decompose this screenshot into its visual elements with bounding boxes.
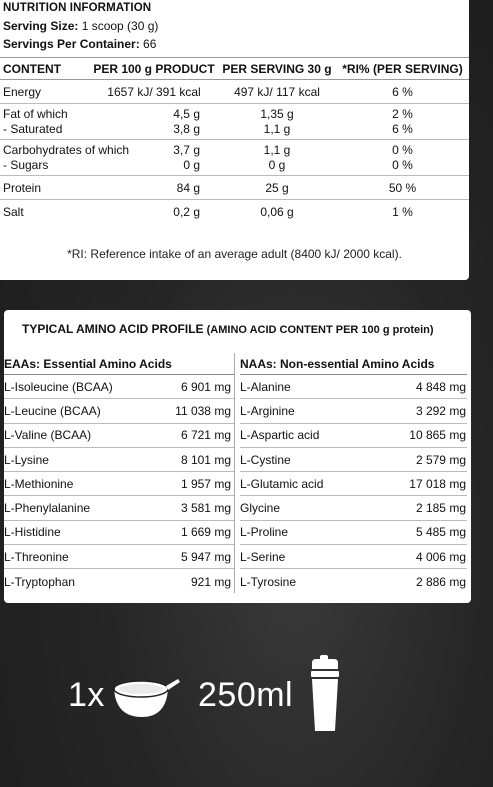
eaa-item-row: [4, 496, 234, 520]
scoop-quantity: 1x: [68, 676, 105, 714]
shaker-icon: [308, 655, 342, 733]
eaa-item-name: L-Valine (BCAA): [4, 428, 92, 443]
serving-size: [3, 19, 158, 33]
naa-item-row: [240, 569, 467, 593]
naa-item-row: [240, 496, 467, 520]
eaa-item-value: 5 947 mg: [180, 549, 231, 564]
protein-serving: 25 g: [265, 180, 289, 195]
row-energy: [0, 80, 469, 104]
eaa-item-value: 6 721 mg: [180, 428, 231, 443]
eaa-item-value: 3 581 mg: [180, 501, 231, 516]
naa-item-row: [240, 399, 467, 423]
eaa-item-name: L-Threonine: [4, 549, 69, 564]
naa-item-row: [240, 472, 467, 496]
naa-item-value: 2 185 mg: [415, 501, 466, 516]
naa-item-value: 3 292 mg: [415, 403, 466, 418]
eaa-item-name: L-Methionine: [4, 476, 74, 491]
saturated-ri: 6 %: [392, 121, 413, 136]
naa-item-name: L-Tyrosine: [240, 574, 297, 589]
carbs-ri: 0 %: [392, 142, 413, 157]
naa-item-name: L-Aspartic acid: [240, 428, 320, 443]
fat-label: Fat of which: [3, 106, 68, 121]
column-divider: [234, 353, 235, 593]
eaa-item-name: L-Lysine: [4, 452, 49, 467]
fat-per100: 4,5 g: [173, 106, 200, 121]
naa-header: NAAs: Non-essential Amino Acids: [240, 353, 467, 375]
eaa-item-row: [4, 472, 234, 496]
sugars-per100: 0 g: [183, 157, 200, 172]
carbs-serving: 1,1 g: [263, 142, 291, 157]
nutrition-information-panel: [0, 0, 469, 280]
protein-label: Protein: [3, 180, 42, 195]
preparation-instructions: [0, 655, 493, 745]
naa-item-name: Glycine: [240, 501, 281, 516]
naa-item-value: 17 018 mg: [409, 476, 466, 491]
naa-item-name: L-Glutamic acid: [240, 476, 324, 491]
serving-size-value: 1 scoop (30 g): [78, 19, 159, 33]
eaa-item-row: [4, 569, 234, 593]
salt-per100: 0,2 g: [173, 205, 200, 219]
energy-label: Energy: [3, 84, 42, 99]
eaa-item-value: 8 101 mg: [180, 452, 231, 467]
eaa-item-row: [4, 448, 234, 472]
eaa-item-name: L-Histidine: [4, 525, 61, 540]
amino-title-sub: (AMINO ACID CONTENT PER 100 g protein): [203, 324, 434, 336]
row-carbohydrates: [0, 140, 469, 176]
naa-item-name: L-Proline: [240, 525, 289, 540]
ri-footnote: *RI: Reference intake of an average adult (8400 kJ/ 2000 kcal).: [67, 247, 402, 261]
saturated-per100: 3,8 g: [173, 121, 200, 136]
naa-item-row: [240, 545, 467, 569]
sugars-ri: 0 %: [392, 157, 413, 172]
naa-item-value: 2 579 mg: [415, 452, 466, 467]
eaa-item-row: [4, 375, 234, 399]
naa-column: [240, 353, 467, 594]
col-per-100g: PER 100 g PRODUCT: [93, 61, 215, 76]
eaa-item-row: [4, 545, 234, 569]
eaa-item-value: 1 669 mg: [180, 525, 231, 540]
naa-item-value: 2 886 mg: [415, 574, 466, 589]
row-protein: [0, 176, 469, 200]
eaa-item-value: 921 mg: [190, 574, 231, 589]
amino-title: [22, 322, 434, 336]
naa-item-value: 5 485 mg: [415, 525, 466, 540]
saturated-label: - Saturated: [3, 121, 63, 136]
col-ri: *RI% (PER SERVING): [342, 61, 463, 76]
col-content: CONTENT: [3, 61, 61, 76]
eaa-header: EAAs: Essential Amino Acids: [4, 353, 234, 375]
naa-item-value: 10 865 mg: [409, 428, 466, 443]
eaa-item-row: [4, 521, 234, 545]
salt-serving: 0,06 g: [260, 205, 294, 219]
row-salt: [0, 200, 469, 224]
naa-item-value: 4 848 mg: [415, 379, 466, 394]
nutrition-table-header: [0, 57, 469, 80]
servings-per-container: [3, 37, 156, 51]
energy-ri: 6 %: [392, 84, 413, 99]
naa-item-name: L-Arginine: [240, 403, 295, 418]
naa-item-name: L-Cystine: [240, 452, 291, 467]
carbs-label: Carbohydrates of which: [3, 142, 130, 157]
sugars-label: - Sugars: [3, 157, 49, 172]
naa-item-row: [240, 424, 467, 448]
water-volume: 250ml: [198, 676, 294, 714]
eaa-item-value: 1 957 mg: [180, 476, 231, 491]
scoop-icon: [110, 669, 182, 725]
salt-ri: 1 %: [392, 205, 413, 219]
protein-ri: 50 %: [388, 180, 417, 195]
naa-item-row: [240, 521, 467, 545]
protein-per100: 84 g: [176, 180, 200, 195]
servings-value: 66: [139, 37, 157, 51]
eaa-item-row: [4, 424, 234, 448]
carbs-per100: 3,7 g: [173, 142, 200, 157]
row-fat: [0, 104, 469, 140]
eaa-item-name: L-Phenylalanine: [4, 501, 91, 516]
energy-serving: 497 kJ/ 117 kcal: [234, 84, 320, 99]
naa-list: [240, 375, 467, 594]
naa-item-row: [240, 448, 467, 472]
eaa-item-value: 11 038 mg: [175, 403, 231, 418]
nutrition-title: NUTRITION INFORMATION: [3, 2, 152, 14]
fat-ri: 2 %: [392, 106, 413, 121]
eaa-column: [4, 353, 234, 594]
eaa-item-name: L-Isoleucine (BCAA): [4, 379, 113, 394]
salt-label: Salt: [3, 205, 24, 219]
eaa-item-row: [4, 399, 234, 423]
eaa-item-value: 6 901 mg: [180, 379, 231, 394]
eaa-item-name: L-Tryptophan: [4, 574, 75, 589]
servings-label: Servings Per Container:: [3, 37, 140, 51]
energy-per100: 1657 kJ/ 391 kcal: [107, 84, 201, 99]
naa-item-name: L-Serine: [240, 549, 286, 564]
serving-size-label: Serving Size:: [3, 19, 79, 33]
amino-acid-profile-panel: [4, 310, 471, 603]
naa-item-value: 4 006 mg: [415, 549, 466, 564]
sugars-serving: 0 g: [268, 157, 286, 172]
nutrition-table: [0, 57, 469, 224]
col-per-serving: PER SERVING 30 g: [222, 61, 332, 76]
amino-title-main: TYPICAL AMINO ACID PROFILE: [22, 322, 204, 336]
naa-item-row: [240, 375, 467, 399]
eaa-list: [4, 375, 234, 594]
naa-item-name: L-Alanine: [240, 379, 291, 394]
eaa-item-name: L-Leucine (BCAA): [4, 403, 101, 418]
saturated-serving: 1,1 g: [263, 121, 291, 136]
fat-serving: 1,35 g: [260, 106, 294, 121]
